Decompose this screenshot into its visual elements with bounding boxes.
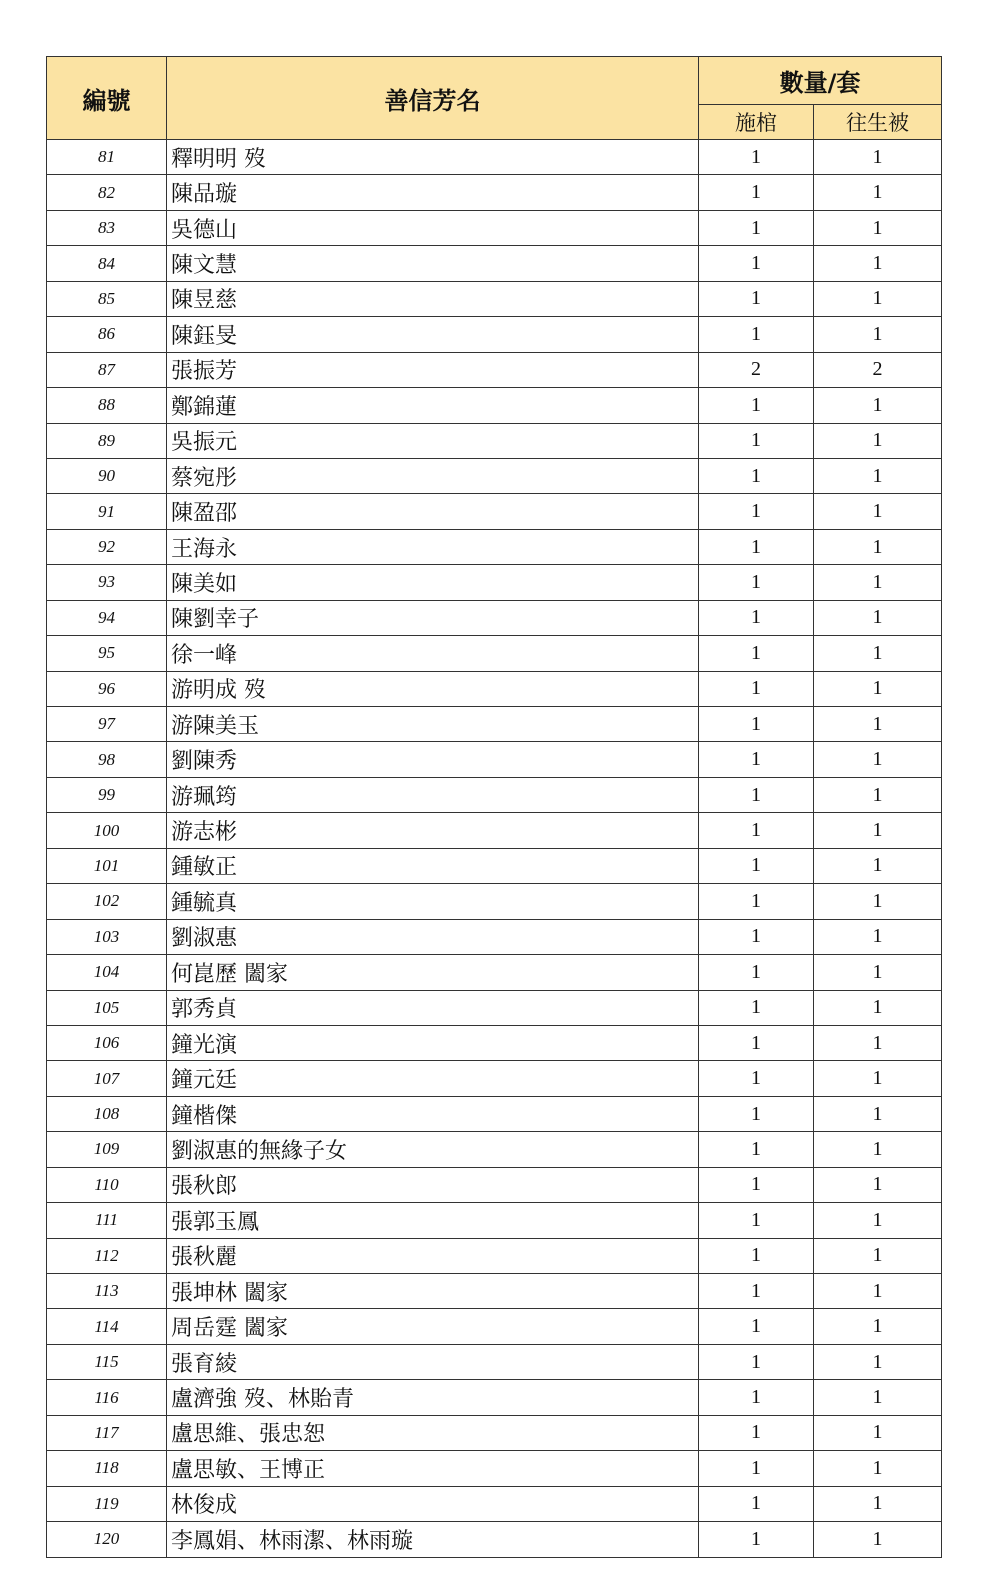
quilt-quantity: 2 — [814, 352, 942, 387]
coffin-quantity: 1 — [699, 210, 814, 245]
coffin-quantity: 1 — [699, 388, 814, 423]
coffin-quantity: 1 — [699, 636, 814, 671]
row-number: 114 — [47, 1309, 167, 1344]
table-header — [47, 57, 942, 140]
table-row — [47, 140, 942, 175]
donor-name: 劉淑惠 — [167, 919, 699, 954]
table-row — [47, 600, 942, 635]
quilt-quantity: 1 — [814, 565, 942, 600]
table-row — [47, 317, 942, 352]
donor-name: 鄭錦蓮 — [167, 388, 699, 423]
donor-name: 游志彬 — [167, 813, 699, 848]
row-number: 107 — [47, 1061, 167, 1096]
donor-name: 郭秀貞 — [167, 990, 699, 1025]
table-row — [47, 352, 942, 387]
quilt-quantity: 1 — [814, 175, 942, 210]
coffin-quantity: 1 — [699, 742, 814, 777]
donor-name: 張坤林 闔家 — [167, 1274, 699, 1309]
donor-name: 何崑歷 闔家 — [167, 955, 699, 990]
quilt-quantity: 1 — [814, 1096, 942, 1131]
coffin-quantity: 1 — [699, 671, 814, 706]
quilt-quantity: 1 — [814, 919, 942, 954]
header-burial-quilt: 往生被 — [814, 105, 942, 140]
quilt-quantity: 1 — [814, 1238, 942, 1273]
table-row — [47, 388, 942, 423]
table-row — [47, 1309, 942, 1344]
quilt-quantity: 1 — [814, 600, 942, 635]
table-row — [47, 777, 942, 812]
row-number: 106 — [47, 1025, 167, 1060]
coffin-quantity: 1 — [699, 1309, 814, 1344]
coffin-quantity: 1 — [699, 1451, 814, 1486]
coffin-quantity: 1 — [699, 600, 814, 635]
coffin-quantity: 1 — [699, 1344, 814, 1379]
donor-name: 吳振元 — [167, 423, 699, 458]
table-row — [47, 1203, 942, 1238]
row-number: 116 — [47, 1380, 167, 1415]
quilt-quantity: 1 — [814, 423, 942, 458]
coffin-quantity: 1 — [699, 140, 814, 175]
donor-name: 張郭玉鳳 — [167, 1203, 699, 1238]
header-number: 編號 — [47, 57, 167, 140]
coffin-quantity: 1 — [699, 565, 814, 600]
quilt-quantity: 1 — [814, 777, 942, 812]
row-number: 110 — [47, 1167, 167, 1202]
row-number: 91 — [47, 494, 167, 529]
donor-name: 陳昱慈 — [167, 281, 699, 316]
table-row — [47, 1451, 942, 1486]
quilt-quantity: 1 — [814, 1344, 942, 1379]
donor-table — [46, 56, 942, 1558]
donor-name: 盧思維、張忠恕 — [167, 1415, 699, 1450]
donor-name: 劉陳秀 — [167, 742, 699, 777]
table-row — [47, 636, 942, 671]
row-number: 98 — [47, 742, 167, 777]
table-row — [47, 1025, 942, 1060]
donor-name: 陳文慧 — [167, 246, 699, 281]
coffin-quantity: 1 — [699, 494, 814, 529]
table-row — [47, 210, 942, 245]
quilt-quantity: 1 — [814, 1522, 942, 1557]
coffin-quantity: 1 — [699, 1061, 814, 1096]
row-number: 104 — [47, 955, 167, 990]
quilt-quantity: 1 — [814, 388, 942, 423]
table-row — [47, 281, 942, 316]
row-number: 100 — [47, 813, 167, 848]
quilt-quantity: 1 — [814, 529, 942, 564]
coffin-quantity: 1 — [699, 1238, 814, 1273]
row-number: 90 — [47, 458, 167, 493]
header-quantity: 數量/套 — [699, 57, 942, 105]
quilt-quantity: 1 — [814, 1274, 942, 1309]
donor-name: 盧思敏、王博正 — [167, 1451, 699, 1486]
coffin-quantity: 1 — [699, 175, 814, 210]
donor-name: 盧濟強 歿、林貽青 — [167, 1380, 699, 1415]
coffin-quantity: 1 — [699, 1132, 814, 1167]
coffin-quantity: 1 — [699, 1415, 814, 1450]
table-row — [47, 1096, 942, 1131]
coffin-quantity: 1 — [699, 919, 814, 954]
row-number: 101 — [47, 848, 167, 883]
coffin-quantity: 1 — [699, 423, 814, 458]
table-row — [47, 1380, 942, 1415]
row-number: 102 — [47, 884, 167, 919]
donor-name: 張振芳 — [167, 352, 699, 387]
donor-name: 游珮筠 — [167, 777, 699, 812]
donor-name: 陳美如 — [167, 565, 699, 600]
coffin-quantity: 2 — [699, 352, 814, 387]
row-number: 89 — [47, 423, 167, 458]
donor-name: 陳品璇 — [167, 175, 699, 210]
donor-name: 鐘楷傑 — [167, 1096, 699, 1131]
table-row — [47, 1132, 942, 1167]
quilt-quantity: 1 — [814, 458, 942, 493]
quilt-quantity: 1 — [814, 1132, 942, 1167]
quilt-quantity: 1 — [814, 848, 942, 883]
donor-name: 游陳美玉 — [167, 707, 699, 742]
row-number: 111 — [47, 1203, 167, 1238]
coffin-quantity: 1 — [699, 1096, 814, 1131]
donor-name: 陳鈺旻 — [167, 317, 699, 352]
quilt-quantity: 1 — [814, 990, 942, 1025]
table-row — [47, 565, 942, 600]
quilt-quantity: 1 — [814, 813, 942, 848]
coffin-quantity: 1 — [699, 1167, 814, 1202]
table-row — [47, 1522, 942, 1557]
donor-name: 劉淑惠的無緣子女 — [167, 1132, 699, 1167]
table-row — [47, 1238, 942, 1273]
quilt-quantity: 1 — [814, 1486, 942, 1521]
table-row — [47, 1415, 942, 1450]
table-row — [47, 919, 942, 954]
table-row — [47, 175, 942, 210]
coffin-quantity: 1 — [699, 848, 814, 883]
table-row — [47, 1274, 942, 1309]
row-number: 95 — [47, 636, 167, 671]
donor-name: 蔡宛彤 — [167, 458, 699, 493]
row-number: 88 — [47, 388, 167, 423]
row-number: 112 — [47, 1238, 167, 1273]
row-number: 82 — [47, 175, 167, 210]
donor-name: 張秋麗 — [167, 1238, 699, 1273]
donor-name: 鍾敏正 — [167, 848, 699, 883]
header-coffin: 施棺 — [699, 105, 814, 140]
row-number: 103 — [47, 919, 167, 954]
coffin-quantity: 1 — [699, 458, 814, 493]
row-number: 81 — [47, 140, 167, 175]
row-number: 87 — [47, 352, 167, 387]
donor-name: 釋明明 歿 — [167, 140, 699, 175]
quilt-quantity: 1 — [814, 494, 942, 529]
quilt-quantity: 1 — [814, 1025, 942, 1060]
table-row — [47, 884, 942, 919]
donor-name: 王海永 — [167, 529, 699, 564]
row-number: 120 — [47, 1522, 167, 1557]
coffin-quantity: 1 — [699, 529, 814, 564]
coffin-quantity: 1 — [699, 955, 814, 990]
coffin-quantity: 1 — [699, 1274, 814, 1309]
table-row — [47, 494, 942, 529]
table-row — [47, 955, 942, 990]
quilt-quantity: 1 — [814, 281, 942, 316]
coffin-quantity: 1 — [699, 1025, 814, 1060]
quilt-quantity: 1 — [814, 317, 942, 352]
quilt-quantity: 1 — [814, 1203, 942, 1238]
row-number: 118 — [47, 1451, 167, 1486]
donor-name: 吳德山 — [167, 210, 699, 245]
donor-name: 鍾毓真 — [167, 884, 699, 919]
quilt-quantity: 1 — [814, 671, 942, 706]
quilt-quantity: 1 — [814, 1451, 942, 1486]
quilt-quantity: 1 — [814, 246, 942, 281]
row-number: 117 — [47, 1415, 167, 1450]
donor-name: 游明成 歿 — [167, 671, 699, 706]
row-number: 105 — [47, 990, 167, 1025]
table-row — [47, 1061, 942, 1096]
row-number: 92 — [47, 529, 167, 564]
coffin-quantity: 1 — [699, 707, 814, 742]
quilt-quantity: 1 — [814, 636, 942, 671]
table-row — [47, 671, 942, 706]
row-number: 86 — [47, 317, 167, 352]
coffin-quantity: 1 — [699, 246, 814, 281]
table-row — [47, 1344, 942, 1379]
quilt-quantity: 1 — [814, 1415, 942, 1450]
row-number: 115 — [47, 1344, 167, 1379]
quilt-quantity: 1 — [814, 210, 942, 245]
quilt-quantity: 1 — [814, 1380, 942, 1415]
row-number: 108 — [47, 1096, 167, 1131]
quilt-quantity: 1 — [814, 955, 942, 990]
row-number: 85 — [47, 281, 167, 316]
donor-name: 徐一峰 — [167, 636, 699, 671]
donor-name: 張秋郎 — [167, 1167, 699, 1202]
coffin-quantity: 1 — [699, 1522, 814, 1557]
row-number: 99 — [47, 777, 167, 812]
coffin-quantity: 1 — [699, 990, 814, 1025]
donor-name: 鐘光演 — [167, 1025, 699, 1060]
table-row — [47, 848, 942, 883]
table-row — [47, 813, 942, 848]
row-number: 113 — [47, 1274, 167, 1309]
table-row — [47, 458, 942, 493]
table-row — [47, 707, 942, 742]
table-body — [47, 140, 942, 1558]
quilt-quantity: 1 — [814, 1061, 942, 1096]
quilt-quantity: 1 — [814, 884, 942, 919]
row-number: 94 — [47, 600, 167, 635]
row-number: 119 — [47, 1486, 167, 1521]
coffin-quantity: 1 — [699, 1486, 814, 1521]
coffin-quantity: 1 — [699, 884, 814, 919]
coffin-quantity: 1 — [699, 813, 814, 848]
table-row — [47, 529, 942, 564]
quilt-quantity: 1 — [814, 742, 942, 777]
quilt-quantity: 1 — [814, 1167, 942, 1202]
table-row — [47, 990, 942, 1025]
donor-name: 周岳霆 闔家 — [167, 1309, 699, 1344]
table-row — [47, 742, 942, 777]
donor-name: 李鳳娟、林雨潔、林雨璇 — [167, 1522, 699, 1557]
coffin-quantity: 1 — [699, 1203, 814, 1238]
coffin-quantity: 1 — [699, 317, 814, 352]
coffin-quantity: 1 — [699, 777, 814, 812]
table-row — [47, 423, 942, 458]
row-number: 83 — [47, 210, 167, 245]
table-row — [47, 1167, 942, 1202]
coffin-quantity: 1 — [699, 281, 814, 316]
donor-name: 陳盈邵 — [167, 494, 699, 529]
quilt-quantity: 1 — [814, 1309, 942, 1344]
table-row — [47, 246, 942, 281]
donor-name: 陳劉幸子 — [167, 600, 699, 635]
header-name: 善信芳名 — [167, 57, 699, 140]
donor-name: 林俊成 — [167, 1486, 699, 1521]
donor-name: 鐘元廷 — [167, 1061, 699, 1096]
row-number: 97 — [47, 707, 167, 742]
quilt-quantity: 1 — [814, 140, 942, 175]
row-number: 93 — [47, 565, 167, 600]
table-row — [47, 1486, 942, 1521]
row-number: 84 — [47, 246, 167, 281]
row-number: 96 — [47, 671, 167, 706]
donor-name: 張育綾 — [167, 1344, 699, 1379]
coffin-quantity: 1 — [699, 1380, 814, 1415]
quilt-quantity: 1 — [814, 707, 942, 742]
row-number: 109 — [47, 1132, 167, 1167]
